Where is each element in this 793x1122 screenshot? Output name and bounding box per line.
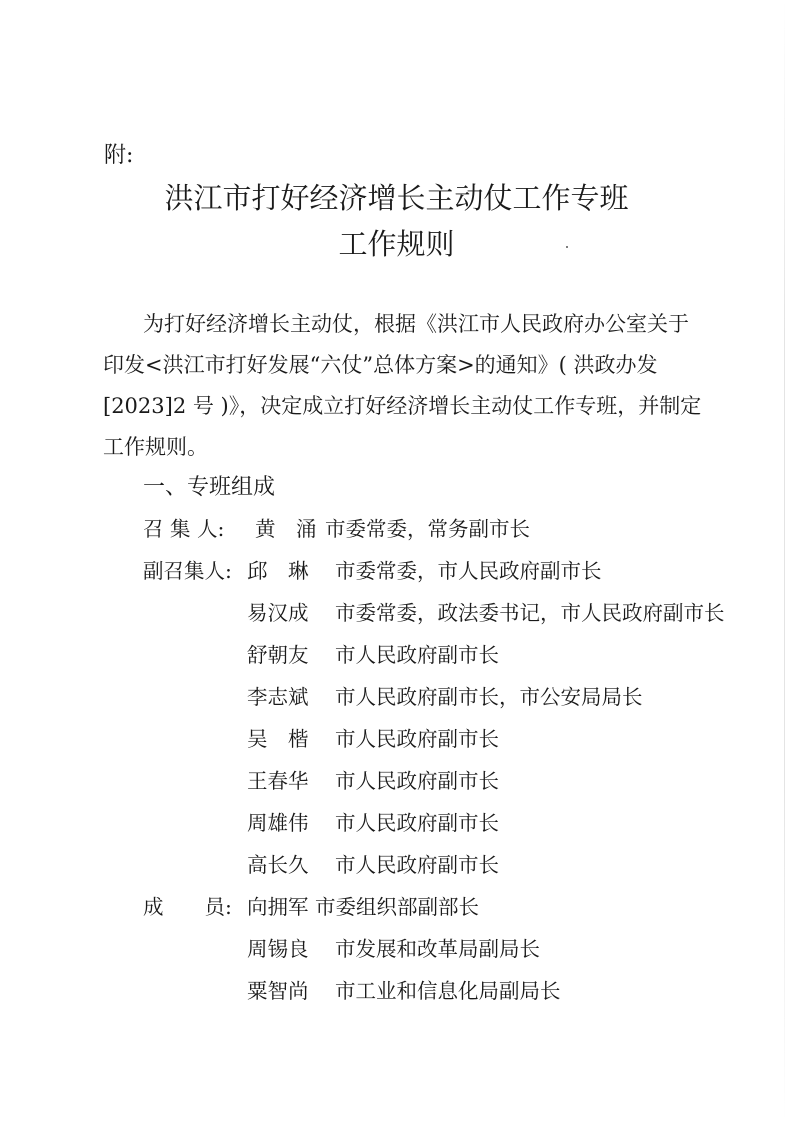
member-row [0, 554, 793, 584]
member-name: 邱 琳 [247, 559, 309, 583]
intro-paragraph [103, 304, 703, 468]
member-post: 市人民政府副市长 [335, 727, 499, 751]
document-title-line-2: 工作规则 [338, 227, 455, 261]
member-name: 舒朝友 [247, 643, 309, 667]
member-name: 黄 涌 [255, 517, 317, 541]
member-name: 吴 楷 [247, 727, 309, 751]
member-post: 市委常委，市人民政府副市长 [335, 559, 602, 583]
intro-line: 印发<洪江市打好发展“六仗”总体方案>的通知》( 洪政办发 [103, 353, 658, 377]
member-post: 市人民政府副市长 [335, 643, 499, 667]
member-row [0, 722, 793, 752]
member-role: 召 集 人: [143, 517, 225, 541]
member-row [0, 596, 793, 626]
member-row [0, 764, 793, 794]
member-post: 市工业和信息化局副局长 [335, 979, 561, 1003]
scan-speck [566, 246, 568, 248]
member-name: 高长久 [247, 853, 309, 877]
section-heading: 一、专班组成 [143, 475, 276, 500]
member-role: 副召集人: [143, 559, 232, 583]
member-row [0, 848, 793, 878]
member-post: 市委常委，政法委书记，市人民政府副市长 [335, 601, 725, 625]
member-name: 易汉成 [247, 601, 309, 625]
member-name: 王春华 [247, 769, 309, 793]
member-post: 市人民政府副市长 [335, 811, 499, 835]
member-name: 李志斌 [247, 685, 309, 709]
member-post: 市人民政府副市长 [335, 769, 499, 793]
attachment-label: 附: [104, 143, 134, 168]
member-row [0, 638, 793, 668]
member-role: 成 员: [143, 895, 232, 919]
member-post: 市委组织部副部长 [315, 895, 479, 919]
intro-line: [2023]2 号 )》，决定成立打好经济增长主动仗工作专班，并制定 [103, 394, 702, 418]
member-row [0, 680, 793, 710]
member-row [0, 512, 793, 542]
member-row [0, 890, 793, 920]
scan-edge-shadow [784, 0, 785, 1122]
member-name: 粟智尚 [247, 979, 309, 1003]
member-row [0, 932, 793, 962]
member-post: 市委常委，常务副市长 [325, 517, 530, 541]
member-name: 周雄伟 [247, 811, 309, 835]
member-post: 市发展和改革局副局长 [335, 937, 540, 961]
member-post: 市人民政府副市长，市公安局局长 [335, 685, 643, 709]
document-title-line-1: 洪江市打好经济增长主动仗工作专班 [164, 181, 629, 215]
intro-line: 工作规则。 [103, 435, 208, 459]
member-name: 向拥军 [247, 895, 309, 919]
member-post: 市人民政府副市长 [335, 853, 499, 877]
member-row [0, 806, 793, 836]
member-row [0, 974, 793, 1004]
member-name: 周锡良 [247, 937, 309, 961]
intro-line: 为打好经济增长主动仗，根据《洪江市人民政府办公室关于 [143, 312, 689, 336]
